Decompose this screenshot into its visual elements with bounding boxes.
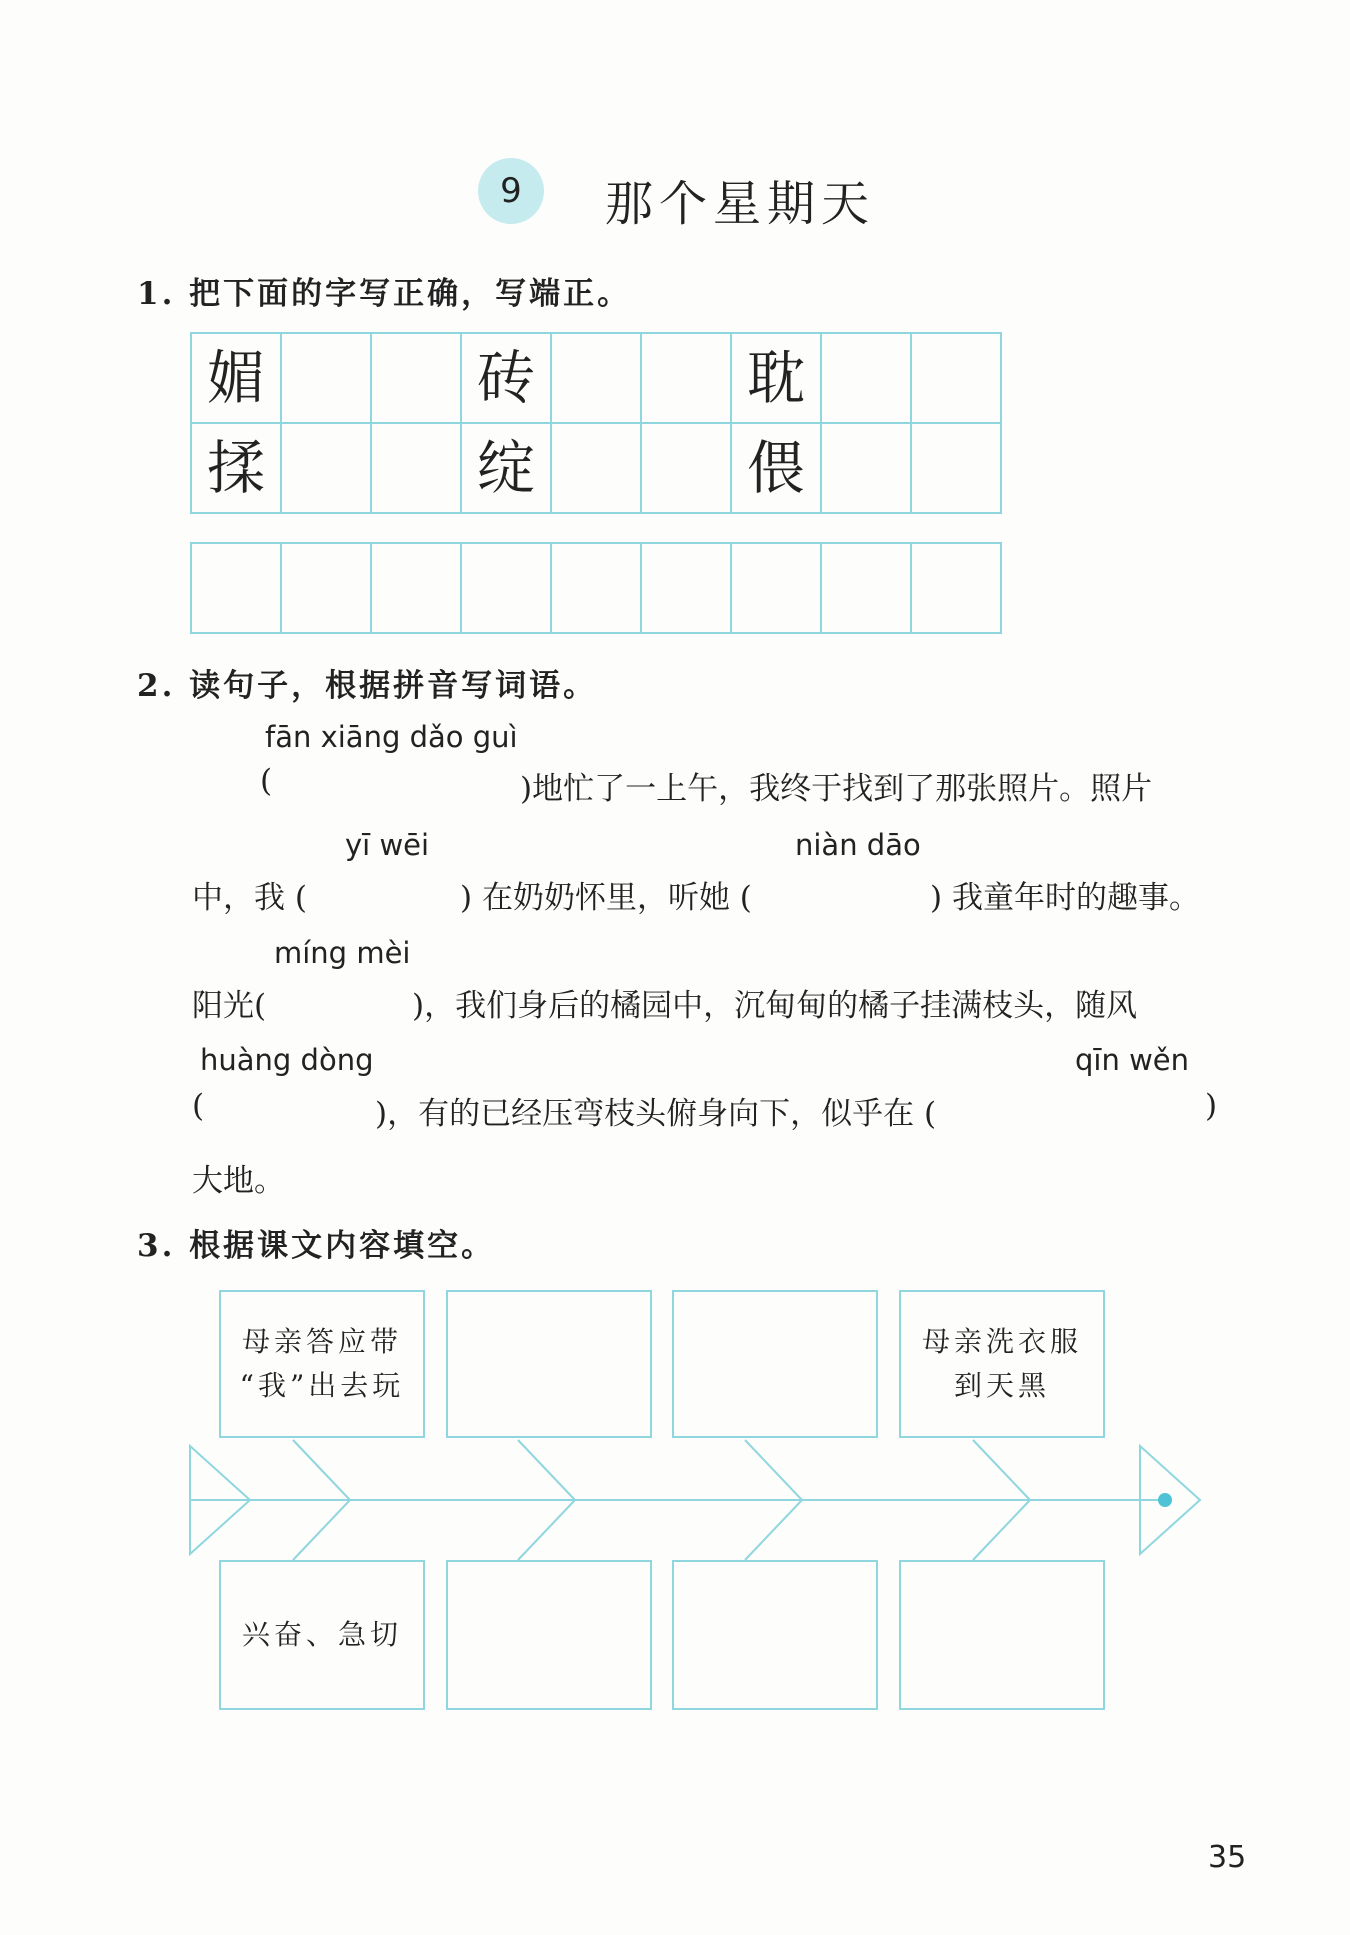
pinyin-ming-mei: míng mèi: [274, 936, 411, 970]
grid-cell: 偎: [731, 423, 821, 513]
blank-open: (: [192, 1088, 205, 1124]
grid-cell: 砖: [461, 333, 551, 423]
pinyin-huang-dong: huàng dòng: [200, 1043, 374, 1077]
bottom-box-4[interactable]: [899, 1560, 1105, 1710]
sentence-text: )，有的已经压弯枝头俯身向下，似乎在 (: [375, 1096, 937, 1132]
sentence-text: )，我们身后的橘园中，沉甸甸的橘子挂满枝头，随风: [412, 988, 1138, 1024]
bottom-box-2[interactable]: [446, 1560, 652, 1710]
box-text-line: “我”出去玩: [239, 1369, 405, 1402]
grid-cell: 媚: [191, 333, 281, 423]
arrow-dot: [1158, 1493, 1172, 1507]
box-text-line: 母亲答应带: [241, 1325, 402, 1358]
pinyin-nian-dao: niàn dāo: [795, 828, 921, 862]
sentence-text: 中，我 (: [192, 880, 307, 916]
bottom-box-3[interactable]: [672, 1560, 878, 1710]
bottom-box-1: 兴奋、急切: [219, 1560, 425, 1710]
sentence-text: ) 我童年时的趣事。: [930, 880, 1200, 916]
sentence-text: ) 在奶奶怀里，听她 (: [460, 880, 752, 916]
pinyin-yi-wei: yī wēi: [345, 828, 430, 862]
lesson-title: 那个星期天: [605, 176, 876, 232]
lesson-number: 9: [500, 171, 522, 211]
grid-cell: 揉: [191, 423, 281, 513]
top-box-3[interactable]: [672, 1290, 878, 1438]
question-2-title: 2. 读句子，根据拼音写词语。: [137, 668, 598, 704]
page-number: 35: [1208, 1840, 1247, 1875]
pinyin-fan-xiang-dao-gui: fān xiāng dǎo guì: [265, 720, 518, 754]
box-text-line: 母亲洗衣服: [921, 1325, 1082, 1358]
sentence-text: 大地。: [192, 1163, 285, 1199]
grid-cell: 耽: [731, 333, 821, 423]
blank-open: (: [260, 763, 273, 799]
top-box-2[interactable]: [446, 1290, 652, 1438]
blank-close: ): [1205, 1088, 1218, 1124]
box-text-line: 到天黑: [953, 1369, 1050, 1402]
top-box-4: [899, 1290, 1105, 1438]
question-1-title: 1. 把下面的字写正确，写端正。: [137, 276, 632, 312]
top-box-1: [219, 1290, 425, 1438]
sentence-text: )地忙了一上午，我终于找到了那张照片。照片: [520, 771, 1153, 807]
question-3-title: 3. 根据课文内容填空。: [137, 1228, 496, 1264]
pinyin-qin-wen: qīn wěn: [1075, 1043, 1190, 1077]
sentence-text: 阳光(: [192, 988, 267, 1024]
grid-cell: 绽: [461, 423, 551, 513]
